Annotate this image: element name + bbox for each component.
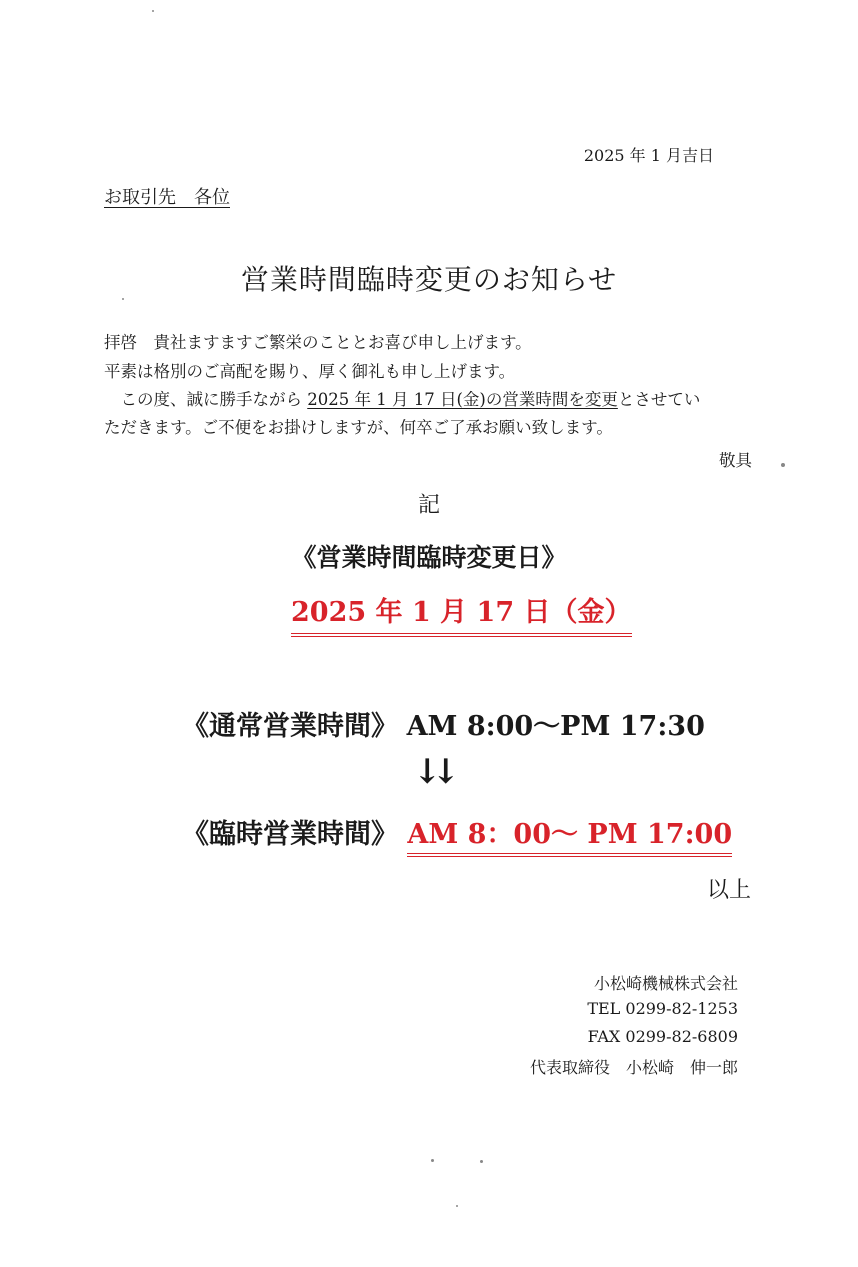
body-line-3 — [104, 392, 700, 409]
recipient: お取引先 各位 — [104, 187, 230, 208]
company-fax: FAX 0299-82-6809 — [587, 1027, 738, 1046]
document-title: 営業時間臨時変更のお知らせ — [240, 263, 618, 296]
ki-heading: 記 — [417, 493, 440, 518]
temporary-hours-label: 《臨時営業時間》 — [182, 819, 398, 850]
change-day-label: 《営業時間臨時変更日》 — [291, 543, 567, 572]
closing-keigu: 敬具 — [719, 451, 752, 470]
scan-speck — [431, 1159, 434, 1162]
temporary-hours-value: AM 8：00～ PM 17:00 — [407, 819, 732, 857]
body-line-3-underlined: 2025 年 1 月 17 日(金)の営業時間を変更 — [307, 390, 618, 409]
normal-hours-value: AM 8:00～PM 17:30 — [406, 711, 705, 742]
body-line-2: 平素は格別のご高配を賜り、厚く御礼も申し上げます。 — [104, 362, 516, 381]
double-down-arrow-icon: ↓↓ — [413, 752, 450, 792]
change-day-value: 2025 年 1 月 17 日（金） — [291, 590, 632, 637]
greeting-line: 拝啓 貴社ますますご繁栄のこととお喜び申し上げます。 — [104, 333, 532, 352]
company-representative: 代表取締役 小松崎 伸一郎 — [529, 1058, 738, 1077]
end-ijou: 以上 — [706, 878, 751, 903]
body-line-4: ただきます。ご不便をお掛けしますが、何卒ご了承お願い致します。 — [104, 418, 613, 437]
body-line-3-suffix: とさせてい — [617, 390, 701, 409]
scan-speck — [480, 1160, 483, 1163]
normal-hours — [182, 704, 705, 743]
document-date: 2025 年 1 月吉日 — [583, 146, 714, 165]
scan-speck — [456, 1205, 458, 1207]
company-tel: TEL 0299-82-1253 — [587, 999, 738, 1018]
scan-speck — [152, 10, 154, 12]
scan-speck — [122, 298, 124, 300]
temporary-hours — [182, 812, 732, 851]
normal-hours-label: 《通常営業時間》 — [182, 711, 398, 742]
company-name: 小松崎機械株式会社 — [593, 974, 738, 993]
scan-speck — [781, 463, 785, 467]
body-line-3-prefix: この度、誠に勝手ながら — [120, 390, 308, 409]
